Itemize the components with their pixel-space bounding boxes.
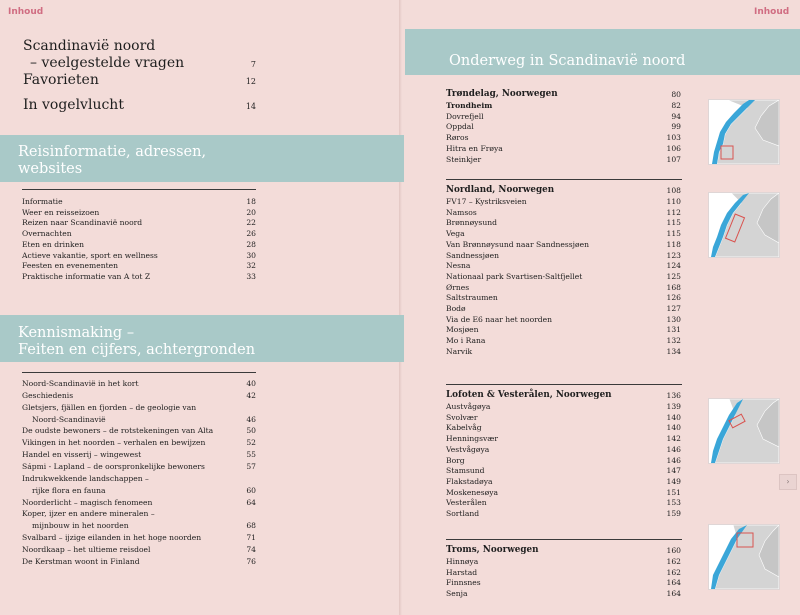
next-page-tab[interactable] xyxy=(779,474,797,490)
toc-page-number: 130 xyxy=(666,314,681,324)
toc-entry[interactable]: Senja xyxy=(446,589,468,599)
toc-entry[interactable]: Overnachten xyxy=(22,229,72,239)
section-heading-line: Onderweg in Scandinavië noord xyxy=(449,53,686,69)
toc-page-number: 142 xyxy=(666,434,681,444)
running-head-right: Inhoud xyxy=(754,7,790,17)
toc-entry[interactable]: Van Brønnøysund naar Sandnessjøen xyxy=(446,239,589,249)
toc-entry[interactable]: Noord-Scandinavië xyxy=(32,414,106,424)
section-band-kennismaking xyxy=(0,315,404,362)
toc-entry[interactable]: Dovrefjell xyxy=(446,111,484,121)
toc-page-number: 40 xyxy=(246,379,256,388)
toc-page-number: 140 xyxy=(666,412,681,422)
toc-page-number: 126 xyxy=(666,293,681,303)
section-heading-line: Reisinformatie, adressen, xyxy=(18,144,207,160)
toc-page-number: 147 xyxy=(666,466,681,476)
toc-entry[interactable]: Moskenesøya xyxy=(446,487,499,497)
toc-page-number: 112 xyxy=(666,207,681,217)
toc-page-number: 118 xyxy=(666,239,681,249)
toc-entry[interactable]: Svalbard – ijzige eilanden in het hoge noorden xyxy=(22,533,202,543)
toc-page-number: 99 xyxy=(671,122,681,132)
toc-entry[interactable]: Flakstadøya xyxy=(446,476,493,486)
divider xyxy=(446,539,682,540)
toc-top-page: 14 xyxy=(245,102,256,111)
region-heading[interactable]: Troms, Noorwegen xyxy=(446,545,539,555)
toc-page-number: 159 xyxy=(666,509,681,518)
toc-top-item[interactable]: Favorieten xyxy=(23,72,99,88)
toc-entry[interactable]: FV17 – Kystriksveien xyxy=(446,197,527,206)
toc-entry[interactable]: Nesna xyxy=(446,261,471,271)
toc-page-number: 71 xyxy=(246,533,256,543)
toc-page-number: 149 xyxy=(666,476,681,486)
toc-page-number: 132 xyxy=(666,336,681,346)
toc-entry[interactable]: Indrukwekkende landschappen – xyxy=(22,473,149,483)
toc-page-number: 57 xyxy=(246,461,256,471)
divider xyxy=(446,384,682,385)
toc-page-number: 162 xyxy=(666,567,681,577)
region-map-lofoten xyxy=(708,398,780,464)
toc-page-number: 68 xyxy=(246,521,256,531)
toc-entry[interactable]: Vestvågøya xyxy=(446,444,490,454)
toc-page-number: 55 xyxy=(246,450,256,460)
toc-entry[interactable]: Via de E6 naar het noorden xyxy=(446,314,553,324)
toc-page-number: 127 xyxy=(666,304,681,313)
toc-page-number: 94 xyxy=(671,111,681,121)
toc-entry[interactable]: Nationaal park Svartisen-Saltfjellet xyxy=(446,271,583,281)
toc-entry[interactable]: Austvågøya xyxy=(446,402,491,411)
region-map-trondelag xyxy=(708,99,780,165)
toc-entry[interactable]: Sápmi - Lapland – de oorspronkelijke bewoners xyxy=(22,461,205,471)
toc-top-item[interactable]: In vogelvlucht xyxy=(23,97,124,113)
toc-page-number: 124 xyxy=(666,261,681,271)
toc-page-number: 168 xyxy=(666,282,681,292)
toc-entry[interactable]: Actieve vakantie, sport en wellness xyxy=(22,250,158,260)
region-heading[interactable]: Trøndelag, Noorwegen xyxy=(446,89,558,99)
toc-entry[interactable]: Ørnes xyxy=(446,282,470,292)
toc-page-number: 140 xyxy=(666,423,681,433)
toc-top-item[interactable]: – veelgestelde vragen xyxy=(30,55,185,71)
region-page-number: 136 xyxy=(666,391,681,400)
region-heading[interactable]: Nordland, Noorwegen xyxy=(446,185,555,195)
toc-page-number: 42 xyxy=(246,390,256,400)
toc-entry[interactable]: Stamsund xyxy=(446,466,485,476)
toc-entry[interactable]: Praktische informatie van A tot Z xyxy=(22,271,151,281)
toc-top-item[interactable]: Scandinavië noord xyxy=(23,38,156,54)
toc-entry[interactable]: Borg xyxy=(446,455,465,465)
toc-entry[interactable]: Noordkaap – het ultieme reisdoel xyxy=(22,544,151,554)
toc-page-number: 82 xyxy=(671,101,681,110)
toc-page-number: 164 xyxy=(666,589,681,599)
toc-entry[interactable]: Vega xyxy=(446,229,465,239)
region-heading[interactable]: Lofoten & Vesterålen, Noorwegen xyxy=(446,390,612,400)
toc-page-number: 131 xyxy=(666,325,681,335)
toc-entry[interactable]: Harstad xyxy=(446,567,478,577)
toc-page-number: 107 xyxy=(666,154,681,164)
toc-page-number: 30 xyxy=(246,250,256,260)
section-heading-line: Feiten en cijfers, achtergronden xyxy=(18,342,256,358)
toc-entry[interactable]: Vikingen in het noorden – verhalen en bewijzen xyxy=(22,438,206,448)
toc-page-number: 146 xyxy=(666,444,681,454)
region-map-troms xyxy=(708,524,780,590)
section-band-onderweg xyxy=(405,29,800,75)
toc-entry[interactable]: Bodø xyxy=(446,304,466,313)
toc-entry[interactable]: Hinnøya xyxy=(446,557,479,566)
toc-page-number: 76 xyxy=(246,556,256,566)
toc-entry[interactable]: Eten en drinken xyxy=(22,239,84,249)
toc-page-number: 123 xyxy=(666,250,681,260)
map-norway-icon xyxy=(709,100,779,164)
divider xyxy=(22,189,256,190)
toc-entry[interactable]: Mosjøen xyxy=(446,325,479,335)
region-page-number: 80 xyxy=(671,90,681,99)
toc-entry[interactable]: rijke flora en fauna xyxy=(32,485,106,495)
section-heading-line: websites xyxy=(18,161,83,177)
section-heading-line: Kennismaking – xyxy=(18,325,135,341)
toc-entry[interactable]: Narvik xyxy=(446,346,473,356)
toc-page-number: 60 xyxy=(246,485,256,495)
toc-entry[interactable]: Steinkjer xyxy=(446,154,482,164)
toc-entry[interactable]: Finnsnes xyxy=(446,578,481,588)
toc-entry[interactable]: Hitra en Frøya xyxy=(446,143,503,153)
toc-entry[interactable]: Trondheim xyxy=(446,101,493,110)
toc-entry[interactable]: Brønnøysund xyxy=(446,218,497,228)
toc-page-number: 18 xyxy=(246,197,256,206)
toc-entry[interactable]: Gletsjers, fjällen en fjorden – de geologie van xyxy=(22,402,197,412)
toc-page-number: 110 xyxy=(666,197,681,206)
toc-page-number: 139 xyxy=(666,402,681,411)
toc-page-number: 103 xyxy=(666,133,681,143)
toc-entry[interactable]: De Kerstman woont in Finland xyxy=(22,556,140,566)
toc-page-number: 162 xyxy=(666,557,681,566)
toc-page-number: 115 xyxy=(666,229,681,239)
toc-page-number: 20 xyxy=(246,207,256,217)
toc-entry[interactable]: Namsos xyxy=(446,207,477,217)
map-norway-icon xyxy=(709,525,779,589)
toc-entry[interactable]: mijnbouw in het noorden xyxy=(32,521,129,531)
toc-page-number: 50 xyxy=(246,426,256,436)
toc-entry[interactable]: Noorderlicht – magisch fenomeen xyxy=(22,497,153,507)
toc-entry[interactable]: Koper, ijzer en andere mineralen – xyxy=(22,509,155,519)
toc-page-number: 52 xyxy=(246,438,256,448)
section-band-reisinformatie xyxy=(0,135,404,182)
toc-top-page: 12 xyxy=(245,77,256,86)
toc-entry[interactable]: Reizen naar Scandinavië noord xyxy=(22,218,143,228)
chevron-right-icon: › xyxy=(786,477,790,486)
toc-page-number: 32 xyxy=(246,261,256,271)
toc-entry[interactable]: Feesten en evenementen xyxy=(22,261,119,271)
toc-page-number: 33 xyxy=(246,271,256,281)
book-gutter xyxy=(399,0,402,615)
toc-entry[interactable]: Oppdal xyxy=(446,122,474,132)
toc-entry[interactable]: Handel en visserij – wingewest xyxy=(22,450,142,460)
toc-page-number: 26 xyxy=(246,229,256,239)
divider xyxy=(22,372,256,373)
toc-page-number: 74 xyxy=(246,544,256,554)
region-page-number: 160 xyxy=(666,546,681,555)
region-map-nordland xyxy=(708,192,780,258)
toc-page-number: 22 xyxy=(246,218,256,228)
toc-entry[interactable]: Henningsvær xyxy=(446,434,499,444)
toc-entry[interactable]: Saltstraumen xyxy=(446,293,498,303)
toc-entry[interactable]: Informatie xyxy=(22,197,63,206)
map-norway-icon xyxy=(709,399,779,463)
toc-top-page: 7 xyxy=(250,60,256,69)
toc-entry[interactable]: Sortland xyxy=(446,509,480,518)
toc-page-number: 106 xyxy=(666,143,681,153)
toc-entry[interactable]: Weer en reisseizoen xyxy=(22,207,100,217)
toc-page-number: 146 xyxy=(666,455,681,465)
divider xyxy=(446,179,682,180)
toc-page-number: 134 xyxy=(666,346,681,356)
toc-entry[interactable]: Mo i Rana xyxy=(446,336,486,346)
toc-page-number: 153 xyxy=(666,498,681,508)
toc-entry[interactable]: Noord-Scandinavië in het kort xyxy=(22,379,139,388)
map-norway-icon xyxy=(709,193,779,257)
toc-entry[interactable]: Svolvær xyxy=(446,412,478,422)
toc-page-number: 64 xyxy=(246,497,256,507)
toc-entry[interactable]: Kabelvåg xyxy=(446,423,482,433)
toc-page-number: 46 xyxy=(246,414,256,424)
running-head-left: Inhoud xyxy=(8,7,44,17)
toc-entry[interactable]: Sandnessjøen xyxy=(446,250,499,260)
toc-page-number: 125 xyxy=(666,271,681,281)
toc-page-number: 115 xyxy=(666,218,681,228)
toc-entry[interactable]: De oudste bewoners – de rotstekeningen van Alta xyxy=(22,426,214,436)
toc-entry[interactable]: Vesterålen xyxy=(446,498,487,508)
toc-page-number: 151 xyxy=(666,487,681,497)
toc-entry[interactable]: Røros xyxy=(446,133,469,143)
toc-entry[interactable]: Geschiedenis xyxy=(22,390,74,400)
toc-page-number: 164 xyxy=(666,578,681,588)
toc-page-number: 28 xyxy=(246,239,256,249)
region-page-number: 108 xyxy=(666,186,681,195)
